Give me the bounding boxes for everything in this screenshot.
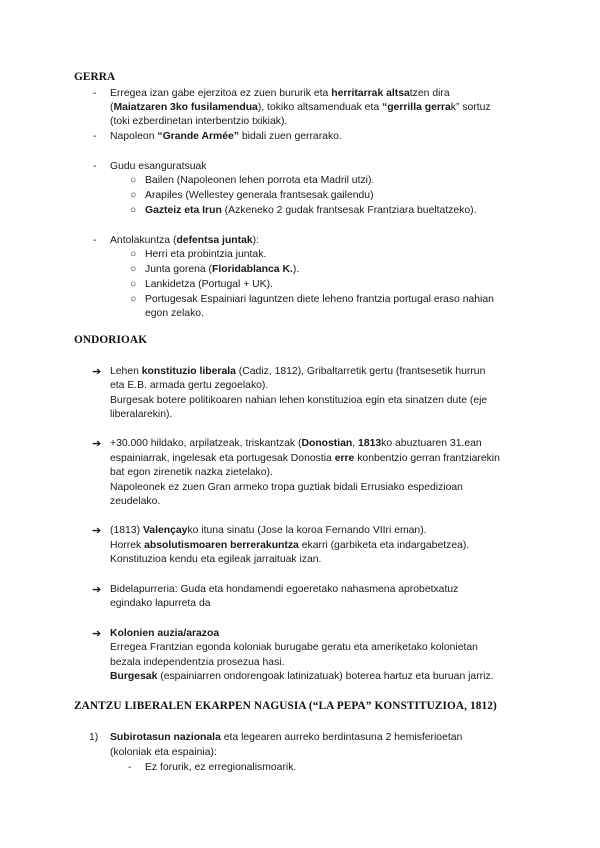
arrow-bullet: ➔ (92, 525, 102, 537)
ondorioak-a1-line1: Lehen konstituzio liberala (Cadiz, 1812), Gribaltarretik gertu (frantsesetik hurrun (110, 366, 486, 377)
zantzu-n1-sub1: Ez forurik, ez erregionalismoarik. (145, 762, 297, 773)
gerra-item4-sub3: Lankidetza (Portugal + UK). (145, 279, 273, 290)
ondorioak-a1-line3: Burgesak botere politikoaren nahian lehen konstituzioa egin eta sinatzen dute (eje (110, 395, 488, 406)
gerra-item3-sub1: Bailen (Napoleonen lehen porrota eta Madril utzi). (145, 175, 375, 186)
ondorioak-a1-line4: liberalarekin). (110, 409, 173, 420)
dash-bullet: - (93, 161, 97, 172)
ondorioak-a2-line2: espainiarrak, ingelesak eta portugesak Donostia erre konbentzio gerran frantziarekin (110, 453, 500, 464)
circle-bullet: ○ (130, 279, 137, 290)
gerra-item4-sub4-line1: Portugesak Espainiari laguntzen diete leheno frantzia portugal eraso nahian (145, 294, 494, 305)
section-title-ondorioak: ONDORIOAK (74, 334, 148, 346)
zantzu-n1-line2: (koloniak eta espainia): (110, 747, 217, 758)
arrow-bullet: ➔ (92, 628, 102, 640)
circle-bullet: ○ (130, 294, 137, 305)
ondorioak-a2-line5: zeudelako. (110, 496, 161, 507)
zantzu-n1-line1: Subirotasun nazionala eta legearen aurreko berdintasuna 2 hemisferioetan (110, 732, 463, 743)
ondorioak-a3-line1: (1813) Valençayko ituna sinatu (Jose la koroa Fernando VIIri eman). (110, 525, 427, 536)
gerra-item3-sub3: Gazteiz eta Irun (Azkeneko 2 gudak frantsesak Frantziara bueltatzeko). (145, 205, 477, 216)
ondorioak-a5-line1: Kolonien auzia/arazoa (110, 628, 220, 639)
ondorioak-a5-line2: Erregea Frantzian egonda koloniak burugabe geratu eta ameriketako kolonietan (110, 642, 478, 653)
arrow-bullet: ➔ (92, 366, 102, 378)
circle-bullet: ○ (130, 190, 137, 201)
ondorioak-a3-line3: Konstituzioa kendu eta egileak jarraituak izan. (110, 554, 322, 565)
dash-bullet: - (128, 762, 132, 773)
circle-bullet: ○ (130, 205, 137, 216)
ondorioak-a4-line1: Bidelapurreria: Guda eta hondamendi egoeretako nahasmena aprobetxatuz (110, 584, 459, 595)
section-title-gerra: GERRA (74, 71, 116, 83)
arrow-bullet: ➔ (92, 438, 102, 450)
dash-bullet: - (93, 88, 97, 99)
gerra-item1-line2: (Maiatzaren 3ko fusilamendua), tokiko altsamenduak eta “gerrilla gerrak” sortuz (110, 102, 491, 113)
gerra-item4-sub4-line2: egon zelako. (145, 308, 204, 319)
gerra-item1-line3: (toki ezberdinetan interbentzio txikiak). (110, 116, 288, 127)
gerra-item4-sub1: Herri eta probintzia juntak. (145, 249, 267, 260)
circle-bullet: ○ (130, 249, 137, 260)
ondorioak-a4-line2: egindako lapurreta da (110, 598, 211, 609)
dash-bullet: - (93, 235, 97, 246)
gerra-item3-sub2: Arapiles (Wellestey generala frantsesak gailendu) (145, 190, 374, 201)
gerra-item3-label: Gudu esanguratsuak (110, 161, 207, 172)
circle-bullet: ○ (130, 175, 137, 186)
ondorioak-a5-line4: Burgesak (espainiarren ondorengoak latinizatuak) boterea hartuz eta buruan jarriz. (110, 671, 494, 682)
circle-bullet: ○ (130, 264, 137, 275)
number-marker: 1) (89, 732, 99, 743)
gerra-item4-sub2: Junta gorena (Floridablanca K.). (145, 264, 300, 275)
section-title-zantzu: ZANTZU LIBERALEN EKARPEN NAGUSIA (“LA PEPA” KONSTITUZIOA, 1812) (74, 700, 497, 712)
ondorioak-a5-line3: bezala independentzia prosezua hasi. (110, 657, 285, 668)
ondorioak-a3-line2: Horrek absolutismoaren berrerakuntza ekarri (garbiketa eta indargabetzea). (110, 540, 470, 551)
ondorioak-a2-line1: +30.000 hildako, arpilatzeak, triskantzak (Donostian, 1813ko abuztuaren 31.ean (110, 438, 482, 449)
ondorioak-a2-line4: Napoleonek ez zuen Gran armeko tropa guztiak bidali Errusiako espedizioan (110, 482, 463, 493)
ondorioak-a1-line2: eta E.B. armada gertu zegoelako). (110, 380, 269, 391)
dash-bullet: - (93, 131, 97, 142)
ondorioak-a2-line3: bat egon zirenetik nazka zietelako). (110, 467, 273, 478)
gerra-item4-label: Antolakuntza (defentsa juntak): (110, 235, 260, 246)
gerra-item2: Napoleon “Grande Armée” bidali zuen gerrarako. (110, 131, 342, 142)
gerra-item1-line1: Erregea izan gabe ejerzitoa ez zuen bururik eta herritarrak altsatzen dira (110, 88, 450, 99)
arrow-bullet: ➔ (92, 584, 102, 596)
